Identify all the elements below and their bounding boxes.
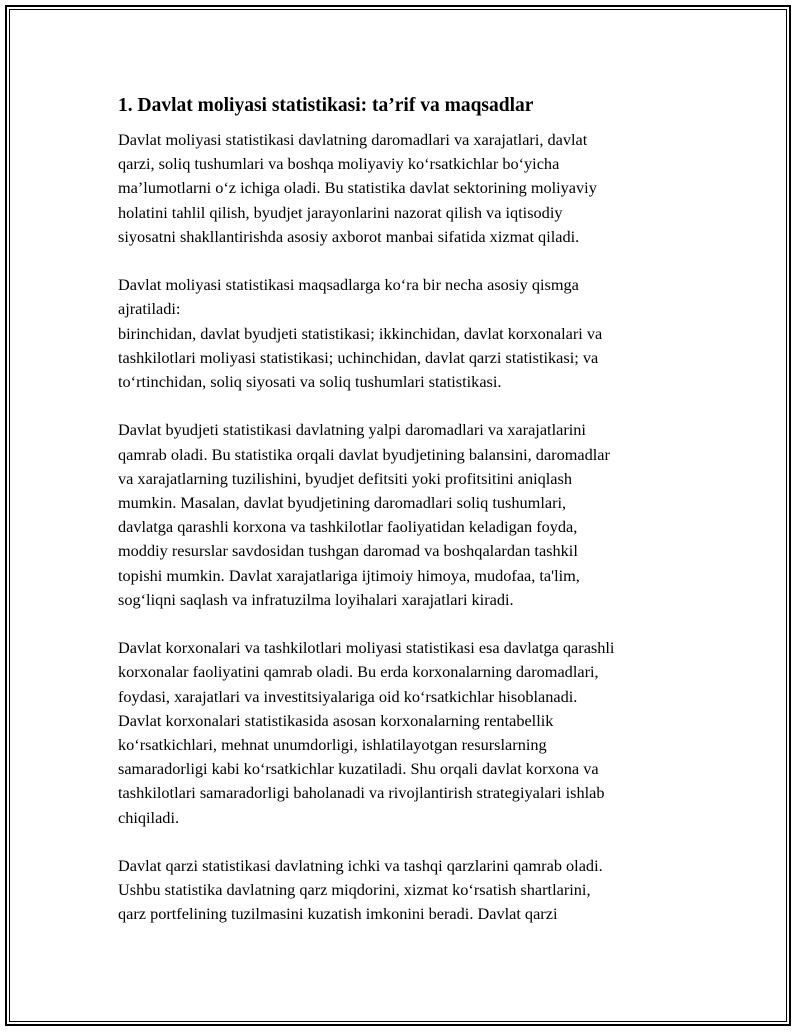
text-line: foydasi, xarajatlari va investitsiyalariga oid koʻrsatkichlar hisoblanadi. [118,686,578,706]
text-line: chiqiladi. [118,807,180,827]
text-line: tashkilotlari samaradorligi baholanadi va rivojlantirish strategiyalari ishlab [118,783,605,803]
section-heading: 1. Davlat moliyasi statistikasi: ta’rif va maqsadlar [118,95,534,116]
text-line: davlatga qarashli korxona va tashkilotlar faoliyatidan keladigan foyda, [118,517,578,537]
text-line: va xarajatlarning tuzilishini, byudjet defitsiti yoki profitsitini aniqlash [118,468,572,488]
text-line: sogʻliqni saqlash va infratuzilma loyihalari xarajatlari kiradi. [118,589,514,609]
text-line: toʻrtinchidan, soliq siyosati va soliq tushumlari statistikasi. [118,372,502,392]
text-line: Davlat byudjeti statistikasi davlatning yalpi daromadlari va xarajatlarini [118,420,586,440]
text-line: birinchidan, davlat byudjeti statistikasi; ikkinchidan, davlat korxonalari va [118,323,603,343]
text-line: samaradorligi kabi koʻrsatkichlar kuzatiladi. Shu orqali davlat korxona va [118,759,599,779]
text-line: Davlat korxonalari statistikasida asosan korxonalarning rentabellik [118,710,554,730]
paragraph-definition [118,128,693,249]
text-line: Davlat korxonalari va tashkilotlari moliyasi statistikasi esa davlatga qarashli [118,638,615,658]
text-line: holatini tahlil qilish, byudjet jarayonlarini nazorat qilish va iqtisodiy [118,202,563,222]
paragraph-classification [118,273,693,394]
text-line: topishi mumkin. Davlat xarajatlariga ijtimoiy himoya, mudofaa, ta'lim, [118,565,580,585]
text-line: moddiy resurslar savdosidan tushgan daromad va boshqalardan tashkil [118,541,578,561]
text-line: Davlat moliyasi statistikasi maqsadlarga koʻra bir necha asosiy qismga [118,275,579,295]
text-line: Ushbu statistika davlatning qarz miqdorini, xizmat koʻrsatish shartlarini, [118,880,591,900]
text-line: ajratiladi: [118,299,181,319]
paragraph-debt-statistics [118,854,693,927]
text-line: mumkin. Masalan, davlat byudjetining daromadlari soliq tushumlari, [118,493,567,513]
text-line: korxonalar faoliyatini qamrab oladi. Bu erda korxonalarning daromadlari, [118,662,599,682]
paragraph-budget-statistics [118,418,693,612]
text-line: Davlat moliyasi statistikasi davlatning daromadlari va xarajatlari, davlat [118,130,588,149]
paragraph-enterprise-statistics [118,636,693,830]
text-line: siyosatni shakllantirishda asosiy axborot manbai sifatida xizmat qiladi. [118,226,580,246]
text-line: qarzi, soliq tushumlari va boshqa moliyaviy koʻrsatkichlar boʻyicha [118,154,560,174]
text-line: tashkilotlari moliyasi statistikasi; uchinchidan, davlat qarzi statistikasi; va [118,347,599,367]
text-line: qamrab oladi. Bu statistika orqali davlat byudjetining balansini, daromadlar [118,444,610,464]
text-line: koʻrsatkichlari, mehnat unumdorligi, ishlatilayotgan resurslarning [118,735,547,755]
text-line: Davlat qarzi statistikasi davlatning ichki va tashqi qarzlarini qamrab oladi. [118,856,603,876]
document-body [118,92,693,951]
text-line: qarz portfelining tuzilmasini kuzatish imkonini beradi. Davlat qarzi [118,904,558,924]
text-line: ma’lumotlarni oʻz ichiga oladi. Bu statistika davlat sektorining moliyaviy [118,178,597,198]
